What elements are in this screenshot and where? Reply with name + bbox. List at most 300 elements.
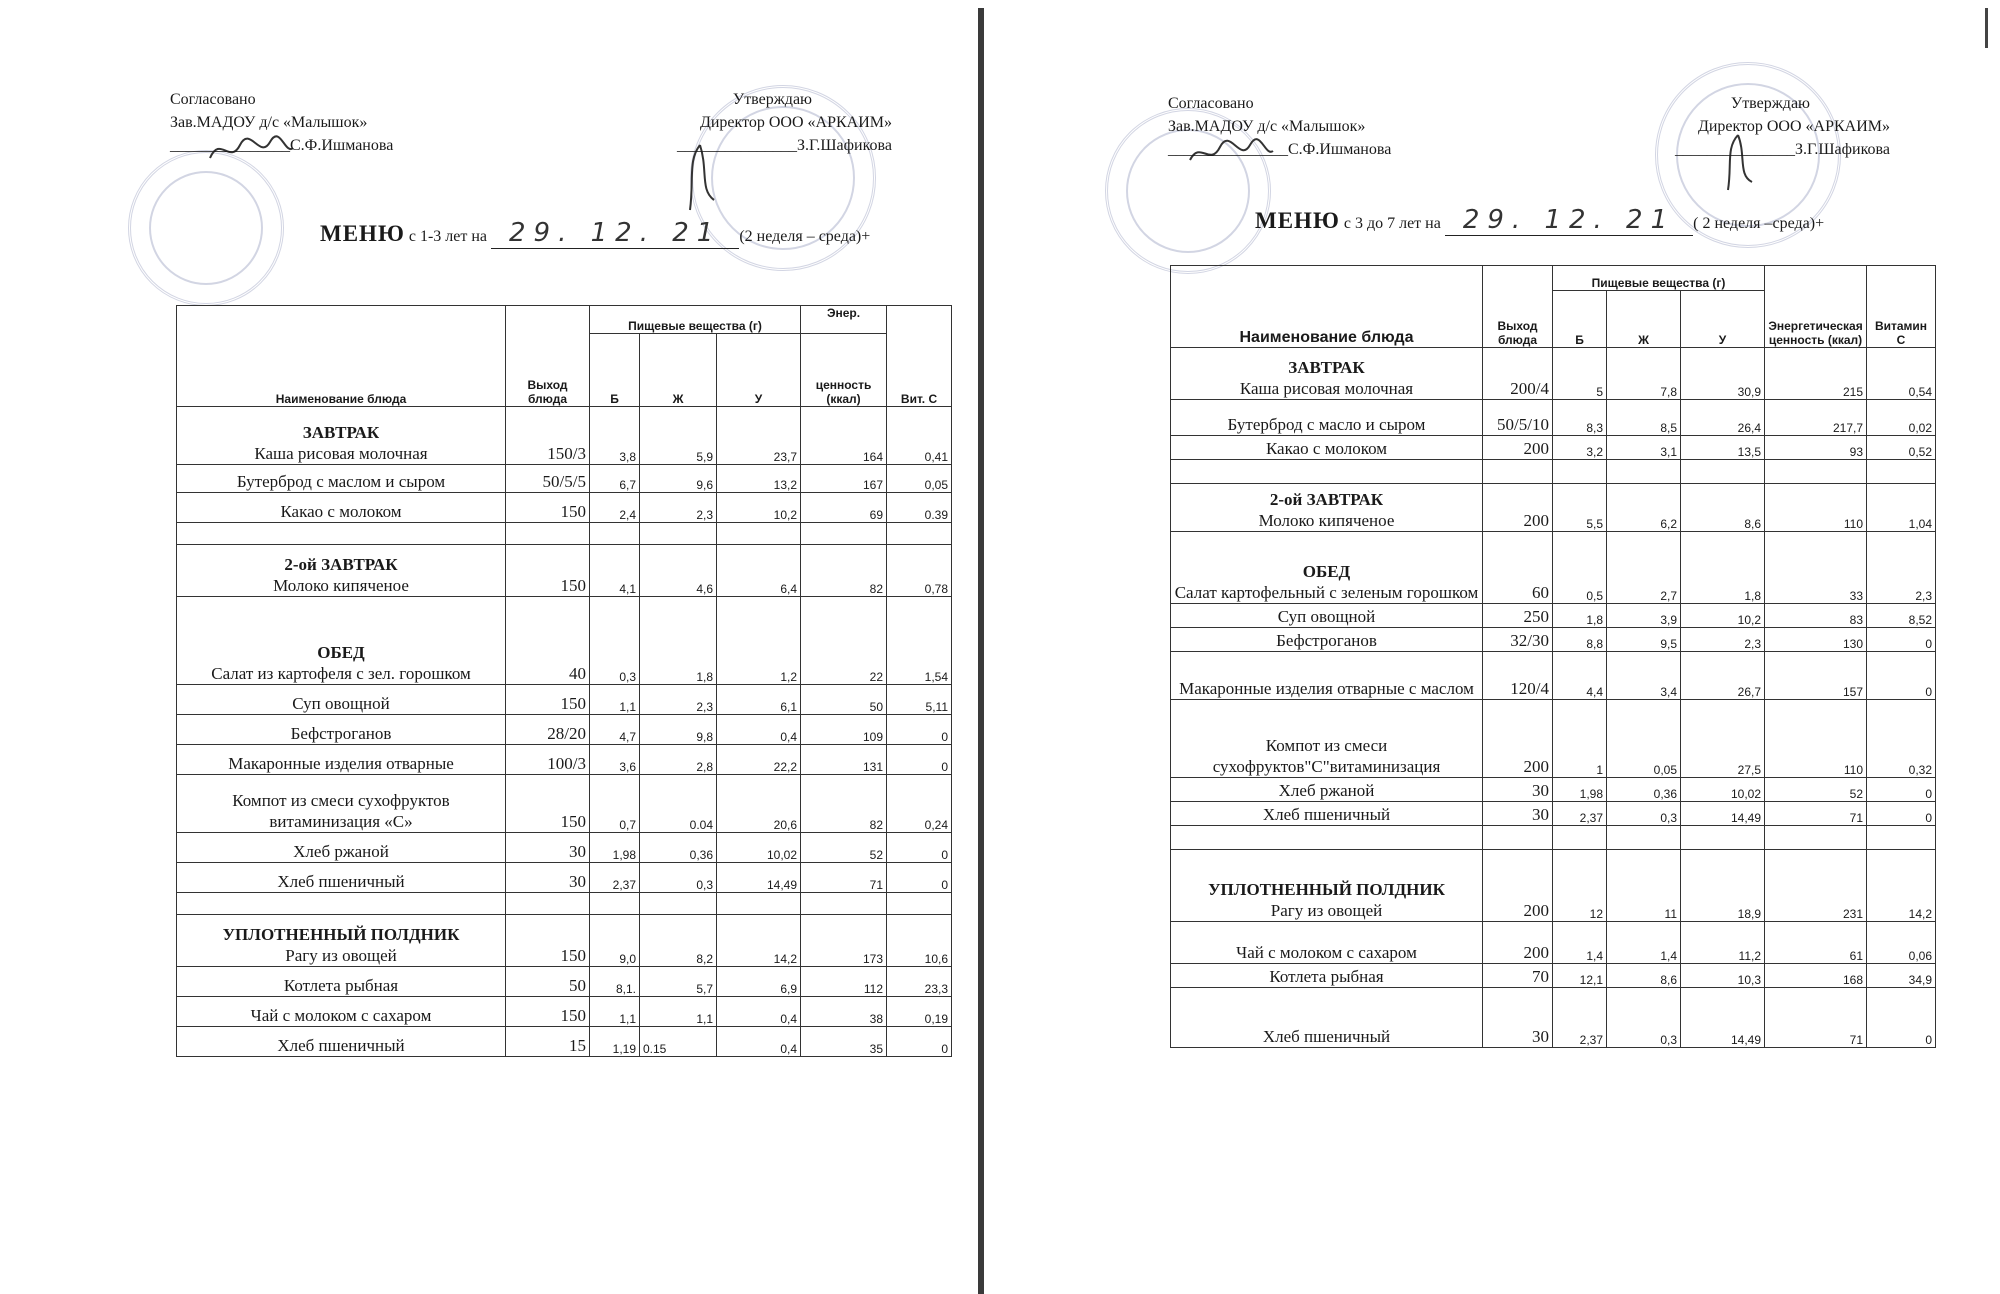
nutrient-vit: 0,78 bbox=[887, 545, 952, 597]
nutrient-u bbox=[1681, 826, 1765, 850]
col-header-protein: Б bbox=[1553, 291, 1607, 348]
approved-org: Зав.МАДОУ д/с «Малышок» bbox=[1168, 118, 1366, 135]
dish-name: Какао с молоком bbox=[1265, 439, 1388, 458]
nutrient-vit: 1,04 bbox=[1867, 484, 1936, 532]
nutrient-zh: 9,8 bbox=[640, 715, 717, 745]
meal-section-title: ЗАВТРАК bbox=[302, 423, 380, 442]
meal-section-title: 2-ой ЗАВТРАК bbox=[1269, 490, 1384, 509]
nutrient-b: 2,37 bbox=[1553, 802, 1607, 826]
dish-name: Макаронные изделия отварные bbox=[228, 754, 454, 773]
nutrient-kcal: 83 bbox=[1765, 604, 1867, 628]
nutrient-zh: 8,6 bbox=[1607, 964, 1681, 988]
table-row bbox=[1171, 826, 1936, 850]
nutrient-u: 27,5 bbox=[1681, 700, 1765, 778]
meal-section-title: ОБЕД bbox=[317, 643, 365, 662]
nutrient-zh: 2,8 bbox=[640, 745, 717, 775]
nutrient-kcal: 82 bbox=[801, 545, 887, 597]
nutrient-kcal: 22 bbox=[801, 597, 887, 685]
nutrient-zh: 5,7 bbox=[640, 967, 717, 997]
nutrient-b: 3,2 bbox=[1553, 436, 1607, 460]
nutrient-vit: 0 bbox=[1867, 652, 1936, 700]
menu-date: 29. 12. 21 bbox=[491, 218, 739, 249]
dish-name-cell bbox=[177, 465, 506, 493]
table-row bbox=[177, 893, 952, 915]
nutrient-zh: 6,2 bbox=[1607, 484, 1681, 532]
dish-name: Хлеб пшеничный bbox=[1262, 1027, 1391, 1046]
col-header-protein: Б bbox=[590, 334, 640, 407]
nutrient-vit: 0 bbox=[1867, 802, 1936, 826]
dish-yield: 200 bbox=[1483, 922, 1553, 964]
nutrient-kcal: 110 bbox=[1765, 700, 1867, 778]
table-row bbox=[1171, 484, 1936, 532]
confirm-org: Директор ООО «АРКАИМ» bbox=[1697, 118, 1890, 135]
nutrient-u: 10,2 bbox=[717, 493, 801, 523]
table-row bbox=[1171, 778, 1936, 802]
nutrient-zh: 9,5 bbox=[1607, 628, 1681, 652]
nutrient-zh: 2,3 bbox=[640, 685, 717, 715]
confirm-block bbox=[1580, 92, 1890, 161]
nutrient-kcal: 164 bbox=[801, 407, 887, 465]
nutrient-zh: 0,3 bbox=[640, 863, 717, 893]
dish-name: Каша рисовая молочная bbox=[254, 444, 428, 463]
dish-yield: 28/20 bbox=[506, 715, 590, 745]
table-row bbox=[177, 1027, 952, 1057]
nutrient-u: 6,9 bbox=[717, 967, 801, 997]
nutrient-kcal: 168 bbox=[1765, 964, 1867, 988]
table-row bbox=[1171, 988, 1936, 1048]
nutrient-vit: 10,6 bbox=[887, 915, 952, 967]
nutrient-u: 10,2 bbox=[1681, 604, 1765, 628]
nutrient-b: 1,19 bbox=[590, 1027, 640, 1057]
nutrient-kcal: 69 bbox=[801, 493, 887, 523]
menu-title bbox=[320, 218, 870, 249]
nutrient-kcal: 71 bbox=[1765, 988, 1867, 1048]
nutrient-kcal: 93 bbox=[1765, 436, 1867, 460]
nutrient-kcal: 112 bbox=[801, 967, 887, 997]
dish-yield: 60 bbox=[1483, 532, 1553, 604]
dish-name-cell bbox=[1171, 850, 1483, 922]
dish-name-cell bbox=[177, 833, 506, 863]
nutrient-kcal bbox=[1765, 826, 1867, 850]
dish-name: Салат картофельный с зеленым горошком bbox=[1174, 583, 1479, 602]
dish-yield: 200 bbox=[1483, 700, 1553, 778]
col-header-fat: Ж bbox=[1607, 291, 1681, 348]
table-row bbox=[177, 597, 952, 685]
dish-yield: 200/4 bbox=[1483, 348, 1553, 400]
dish-yield: 200 bbox=[1483, 850, 1553, 922]
nutrient-b bbox=[590, 893, 640, 915]
nutrient-b: 0,5 bbox=[1553, 532, 1607, 604]
nutrient-b: 4,4 bbox=[1553, 652, 1607, 700]
nutrient-b: 12 bbox=[1553, 850, 1607, 922]
dish-yield: 150 bbox=[506, 493, 590, 523]
nutrient-kcal: 109 bbox=[801, 715, 887, 745]
menu-title-main: МЕНЮ bbox=[1255, 208, 1340, 233]
nutrient-vit: 0 bbox=[887, 833, 952, 863]
dish-name-cell bbox=[1171, 400, 1483, 436]
nutrient-u: 26,7 bbox=[1681, 652, 1765, 700]
nutrient-vit: 0 bbox=[887, 863, 952, 893]
col-header-vitamin-c: Витамин С bbox=[1867, 266, 1936, 348]
approved-label: Согласовано bbox=[1168, 95, 1254, 112]
nutrient-b: 1,1 bbox=[590, 997, 640, 1027]
nutrient-vit: 0,19 bbox=[887, 997, 952, 1027]
dish-name-cell bbox=[1171, 964, 1483, 988]
col-header-carbs: У bbox=[1681, 291, 1765, 348]
nutrient-kcal: 110 bbox=[1765, 484, 1867, 532]
dish-yield: 30 bbox=[1483, 802, 1553, 826]
menu-title-main: МЕНЮ bbox=[320, 221, 405, 246]
nutrient-kcal: 130 bbox=[1765, 628, 1867, 652]
dish-yield: 30 bbox=[506, 863, 590, 893]
nutrient-u: 18,9 bbox=[1681, 850, 1765, 922]
dish-name: Рагу из овощей bbox=[1270, 901, 1383, 920]
nutrient-u: 11,2 bbox=[1681, 922, 1765, 964]
nutrient-b: 9,0 bbox=[590, 915, 640, 967]
nutrient-zh: 5,9 bbox=[640, 407, 717, 465]
confirm-label: Утверждаю bbox=[732, 91, 812, 108]
dish-yield: 150/3 bbox=[506, 407, 590, 465]
nutrient-b bbox=[1553, 826, 1607, 850]
nutrient-b: 6,7 bbox=[590, 465, 640, 493]
dish-name-cell bbox=[1171, 436, 1483, 460]
dish-yield: 50 bbox=[506, 967, 590, 997]
nutrient-b: 5,5 bbox=[1553, 484, 1607, 532]
nutrient-zh: 9,6 bbox=[640, 465, 717, 493]
dish-name: Молоко кипяченое bbox=[1258, 511, 1395, 530]
meal-section-title: УПЛОТНЕННЫЙ ПОЛДНИК bbox=[1208, 880, 1445, 899]
nutrient-u: 8,6 bbox=[1681, 484, 1765, 532]
dish-name-cell bbox=[177, 967, 506, 997]
dish-yield: 50/5/10 bbox=[1483, 400, 1553, 436]
dish-name-cell bbox=[1171, 532, 1483, 604]
dish-yield: 150 bbox=[506, 685, 590, 715]
nutrient-u: 1,2 bbox=[717, 597, 801, 685]
table-row bbox=[177, 863, 952, 893]
menu-title-age: с 3 до 7 лет на bbox=[1343, 215, 1441, 232]
nutrient-b: 1 bbox=[1553, 700, 1607, 778]
nutrient-u: 30,9 bbox=[1681, 348, 1765, 400]
col-header-energy-unit: ценность (ккал) bbox=[801, 334, 887, 407]
nutrient-b bbox=[590, 523, 640, 545]
nutrient-vit: 0.39 bbox=[887, 493, 952, 523]
dish-name: Хлеб ржаной bbox=[293, 842, 389, 861]
menu-table bbox=[176, 305, 952, 1057]
dish-yield: 32/30 bbox=[1483, 628, 1553, 652]
table-row bbox=[177, 715, 952, 745]
nutrient-vit: 0 bbox=[1867, 778, 1936, 802]
dish-name-cell bbox=[177, 863, 506, 893]
nutrient-kcal: 61 bbox=[1765, 922, 1867, 964]
dish-name-cell bbox=[1171, 700, 1483, 778]
nutrient-vit: 0,52 bbox=[1867, 436, 1936, 460]
nutrient-kcal: 82 bbox=[801, 775, 887, 833]
nutrient-kcal: 71 bbox=[1765, 802, 1867, 826]
dish-yield: 30 bbox=[1483, 778, 1553, 802]
dish-name-cell bbox=[177, 915, 506, 967]
dish-name-cell bbox=[1171, 604, 1483, 628]
dish-yield bbox=[506, 893, 590, 915]
dish-name: Молоко кипяченое bbox=[273, 576, 409, 595]
dish-name: Бефстроганов bbox=[290, 724, 392, 743]
nutrient-zh: 1,8 bbox=[640, 597, 717, 685]
dish-name: Суп овощной bbox=[292, 694, 390, 713]
dish-name: Макаронные изделия отварные с маслом bbox=[1179, 679, 1474, 698]
dish-name: Котлета рыбная bbox=[283, 976, 399, 995]
col-header-nutrients: Пищевые вещества (г) bbox=[590, 306, 801, 334]
nutrient-u bbox=[1681, 460, 1765, 484]
dish-name-cell bbox=[177, 775, 506, 833]
nutrient-zh: 8,2 bbox=[640, 915, 717, 967]
dish-yield: 40 bbox=[506, 597, 590, 685]
nutrient-kcal: 38 bbox=[801, 997, 887, 1027]
dish-yield bbox=[506, 523, 590, 545]
table-row bbox=[177, 967, 952, 997]
nutrient-kcal: 157 bbox=[1765, 652, 1867, 700]
nutrient-vit: 23,3 bbox=[887, 967, 952, 997]
dish-name-cell bbox=[177, 597, 506, 685]
dish-name: Котлета рыбная bbox=[1269, 967, 1384, 986]
nutrient-u bbox=[717, 893, 801, 915]
confirm-label: Утверждаю bbox=[1730, 95, 1810, 112]
nutrient-u: 14,49 bbox=[1681, 988, 1765, 1048]
dish-yield: 150 bbox=[506, 997, 590, 1027]
nutrient-vit: 2,3 bbox=[1867, 532, 1936, 604]
confirm-block bbox=[600, 88, 892, 157]
nutrient-zh: 7,8 bbox=[1607, 348, 1681, 400]
nutrient-u: 20,6 bbox=[717, 775, 801, 833]
nutrient-vit: 0 bbox=[887, 745, 952, 775]
meal-section-title: ОБЕД bbox=[1302, 562, 1351, 581]
dish-name: Хлеб ржаной bbox=[1278, 781, 1375, 800]
table-row bbox=[177, 465, 952, 493]
dish-name: Хлеб пшеничный bbox=[277, 1036, 405, 1055]
dish-name-cell bbox=[177, 1027, 506, 1057]
nutrient-zh: 2,3 bbox=[640, 493, 717, 523]
nutrient-b: 5 bbox=[1553, 348, 1607, 400]
table-row bbox=[177, 493, 952, 523]
table-row bbox=[1171, 802, 1936, 826]
menu-title-suffix: ( 2 неделя –среда)+ bbox=[1693, 215, 1825, 232]
nutrient-b: 8,3 bbox=[1553, 400, 1607, 436]
col-header-name: Наименование блюда bbox=[177, 306, 506, 407]
dish-name-cell bbox=[1171, 778, 1483, 802]
dish-name: Компот из смеси сухофруктов витаминизация «С» bbox=[232, 791, 450, 831]
dish-name: Чай с молоком с сахаром bbox=[250, 1006, 432, 1025]
nutrient-zh: 0.04 bbox=[640, 775, 717, 833]
nutrient-kcal: 50 bbox=[801, 685, 887, 715]
nutrient-kcal: 131 bbox=[801, 745, 887, 775]
table-row bbox=[177, 407, 952, 465]
nutrient-b: 2,37 bbox=[1553, 988, 1607, 1048]
dish-yield: 30 bbox=[1483, 988, 1553, 1048]
table-row bbox=[1171, 436, 1936, 460]
nutrient-vit: 0 bbox=[1867, 988, 1936, 1048]
nutrient-zh bbox=[640, 523, 717, 545]
col-header-yield: Выход блюда bbox=[506, 306, 590, 407]
nutrient-zh: 3,4 bbox=[1607, 652, 1681, 700]
nutrient-zh: 4,6 bbox=[640, 545, 717, 597]
nutrient-kcal: 167 bbox=[801, 465, 887, 493]
meal-section-title: ЗАВТРАК bbox=[1288, 358, 1365, 377]
page-divider bbox=[978, 8, 984, 1294]
menu-page-preschool bbox=[985, 0, 2000, 1294]
col-header-fat: Ж bbox=[640, 334, 717, 407]
menu-title-age: с 1-3 лет на bbox=[408, 228, 488, 245]
confirm-org: Директор ООО «АРКАИМ» bbox=[699, 114, 892, 131]
nutrient-vit: 1,54 bbox=[887, 597, 952, 685]
table-row bbox=[1171, 652, 1936, 700]
approved-org: Зав.МАДОУ д/с «Малышок» bbox=[170, 114, 368, 131]
nutrient-vit: 0,32 bbox=[1867, 700, 1936, 778]
dish-name-cell bbox=[1171, 802, 1483, 826]
nutrient-u: 0,4 bbox=[717, 715, 801, 745]
table-row bbox=[1171, 400, 1936, 436]
nutrient-vit: 0,41 bbox=[887, 407, 952, 465]
nutrient-kcal bbox=[801, 893, 887, 915]
nutrient-zh: 0,05 bbox=[1607, 700, 1681, 778]
nutrient-u: 14,49 bbox=[1681, 802, 1765, 826]
nutrient-u: 0,4 bbox=[717, 997, 801, 1027]
table-row bbox=[1171, 700, 1936, 778]
dish-name-cell bbox=[177, 407, 506, 465]
table-row bbox=[177, 997, 952, 1027]
table-row bbox=[177, 745, 952, 775]
col-header-vitamin-c: Вит. С bbox=[887, 306, 952, 407]
table-row bbox=[177, 833, 952, 863]
approved-name: _______________С.Ф.Ишманова bbox=[1168, 141, 1392, 158]
dish-name: Чай с молоком с сахаром bbox=[1236, 943, 1417, 962]
dish-name-cell bbox=[177, 523, 506, 545]
nutrient-b: 1,4 bbox=[1553, 922, 1607, 964]
nutrient-u: 6,4 bbox=[717, 545, 801, 597]
dish-yield: 15 bbox=[506, 1027, 590, 1057]
confirm-name: _______________З.Г.Шафикова bbox=[676, 137, 892, 154]
dish-yield: 150 bbox=[506, 915, 590, 967]
nutrient-vit: 14,2 bbox=[1867, 850, 1936, 922]
nutrient-u: 6,1 bbox=[717, 685, 801, 715]
nutrient-kcal: 35 bbox=[801, 1027, 887, 1057]
nutrient-zh: 11 bbox=[1607, 850, 1681, 922]
approved-label: Согласовано bbox=[170, 91, 256, 108]
dish-name-cell bbox=[1171, 628, 1483, 652]
table-row bbox=[177, 685, 952, 715]
nutrient-u: 1,8 bbox=[1681, 532, 1765, 604]
menu-page-toddlers bbox=[0, 0, 980, 1294]
nutrient-zh: 0,3 bbox=[1607, 988, 1681, 1048]
nutrient-u: 26,4 bbox=[1681, 400, 1765, 436]
dish-name: Бутерброд с маслом и сыром bbox=[236, 472, 446, 491]
table-row bbox=[1171, 348, 1936, 400]
nutrient-zh bbox=[1607, 826, 1681, 850]
nutrient-vit: 0,54 bbox=[1867, 348, 1936, 400]
approved-block bbox=[1168, 92, 1391, 161]
nutrient-u bbox=[717, 523, 801, 545]
meal-section-title: УПЛОТНЕННЫЙ ПОЛДНИК bbox=[222, 925, 460, 944]
nutrient-vit: 0,02 bbox=[1867, 400, 1936, 436]
dish-yield bbox=[1483, 460, 1553, 484]
dish-yield: 50/5/5 bbox=[506, 465, 590, 493]
table-row bbox=[1171, 628, 1936, 652]
nutrient-zh: 3,1 bbox=[1607, 436, 1681, 460]
nutrient-kcal: 33 bbox=[1765, 532, 1867, 604]
nutrient-zh bbox=[640, 893, 717, 915]
nutrient-b: 0,7 bbox=[590, 775, 640, 833]
nutrient-b bbox=[1553, 460, 1607, 484]
confirm-name: _______________З.Г.Шафикова bbox=[1674, 141, 1890, 158]
nutrient-b: 1,1 bbox=[590, 685, 640, 715]
dish-yield: 100/3 bbox=[506, 745, 590, 775]
nutrient-b: 1,98 bbox=[590, 833, 640, 863]
col-header-energy: Энергетическая ценность (ккал) bbox=[1765, 266, 1867, 348]
col-header-energy: Энер. bbox=[801, 306, 887, 334]
table-row bbox=[177, 523, 952, 545]
table-row bbox=[177, 545, 952, 597]
nutrient-b: 8,8 bbox=[1553, 628, 1607, 652]
nutrient-kcal: 231 bbox=[1765, 850, 1867, 922]
nutrient-vit: 0,06 bbox=[1867, 922, 1936, 964]
nutrient-b: 8,1. bbox=[590, 967, 640, 997]
dish-name-cell bbox=[177, 997, 506, 1027]
nutrient-u: 23,7 bbox=[717, 407, 801, 465]
dish-name: Бутерброд с масло и сыром bbox=[1227, 415, 1426, 434]
nutrient-zh: 0,36 bbox=[640, 833, 717, 863]
nutrient-vit: 5,11 bbox=[887, 685, 952, 715]
nutrient-u: 22,2 bbox=[717, 745, 801, 775]
nutrient-vit bbox=[1867, 460, 1936, 484]
col-header-name: Наименование блюда bbox=[1171, 266, 1483, 348]
table-row bbox=[177, 775, 952, 833]
nutrient-u: 13,2 bbox=[717, 465, 801, 493]
dish-yield: 30 bbox=[506, 833, 590, 863]
nutrient-zh: 1,4 bbox=[1607, 922, 1681, 964]
nutrient-vit: 0 bbox=[1867, 628, 1936, 652]
nutrient-b: 2,37 bbox=[590, 863, 640, 893]
nutrient-b: 2,4 bbox=[590, 493, 640, 523]
dish-yield: 70 bbox=[1483, 964, 1553, 988]
nutrient-u: 13,5 bbox=[1681, 436, 1765, 460]
menu-title-suffix: (2 неделя – среда)+ bbox=[739, 228, 871, 245]
dish-name-cell bbox=[177, 893, 506, 915]
table-row bbox=[1171, 964, 1936, 988]
nutrient-u: 14,49 bbox=[717, 863, 801, 893]
dish-name: Каша рисовая молочная bbox=[1239, 379, 1414, 398]
nutrient-u: 10,02 bbox=[717, 833, 801, 863]
nutrient-b: 1,8 bbox=[1553, 604, 1607, 628]
approved-block bbox=[170, 88, 393, 157]
nutrient-kcal: 215 bbox=[1765, 348, 1867, 400]
nutrient-vit: 0 bbox=[887, 1027, 952, 1057]
nutrient-zh: 3,9 bbox=[1607, 604, 1681, 628]
dish-name: Бефстроганов bbox=[1276, 631, 1377, 650]
nutrient-u: 10,02 bbox=[1681, 778, 1765, 802]
col-header-yield: Выход блюда bbox=[1483, 266, 1553, 348]
dish-yield bbox=[1483, 826, 1553, 850]
nutrient-zh: 0.15 bbox=[640, 1027, 717, 1057]
nutrient-vit: 0,24 bbox=[887, 775, 952, 833]
table-row bbox=[1171, 532, 1936, 604]
nutrient-b: 4,7 bbox=[590, 715, 640, 745]
nutrient-b: 1,98 bbox=[1553, 778, 1607, 802]
nutrient-vit: 0 bbox=[887, 715, 952, 745]
nutrient-vit: 8,52 bbox=[1867, 604, 1936, 628]
table-row bbox=[1171, 850, 1936, 922]
nutrient-u: 0,4 bbox=[717, 1027, 801, 1057]
dish-name-cell bbox=[1171, 460, 1483, 484]
dish-yield: 120/4 bbox=[1483, 652, 1553, 700]
dish-name-cell bbox=[177, 745, 506, 775]
nutrient-vit bbox=[887, 523, 952, 545]
